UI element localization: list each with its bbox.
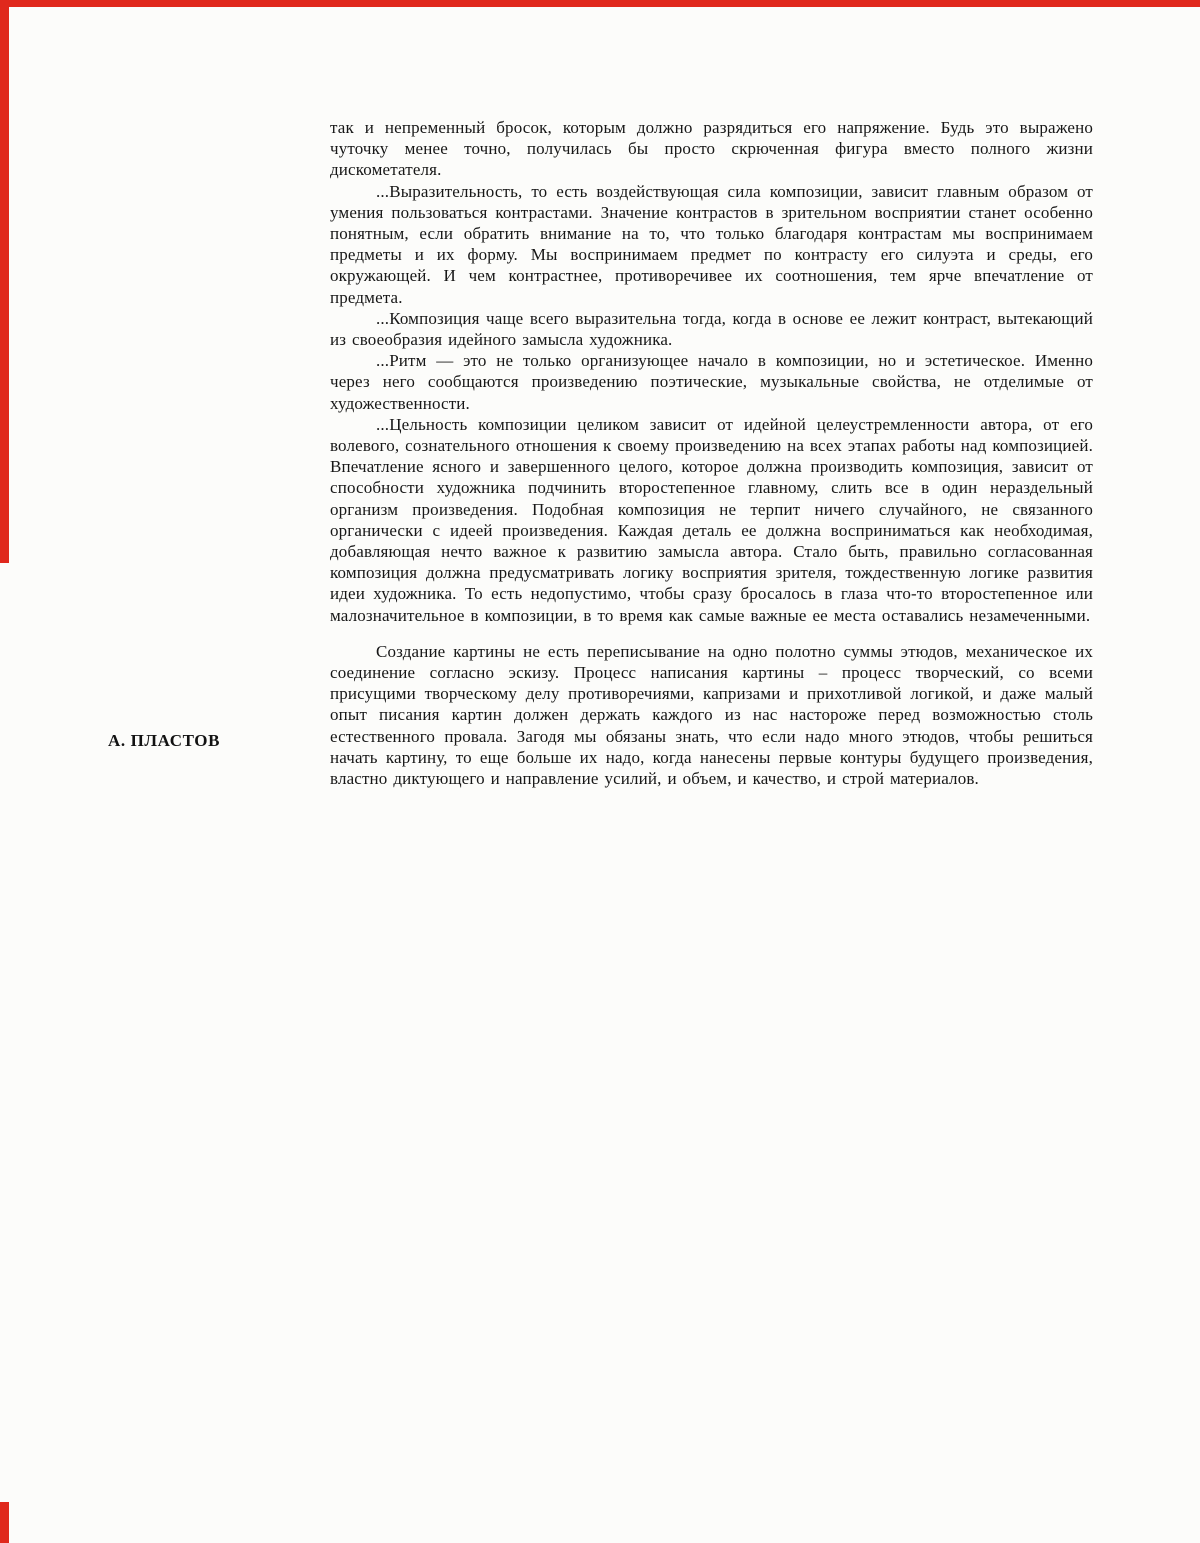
paragraph-integrity: ...Цельность композиции целиком зависит от идейной целеустремленности автора, от его волевого, сознательного отношения к своему произведению на всех этапах работы над композицией. Впечатление ясного и завершенного целого, которое должна производить композиция, зависит от способности художника подчинить второстепенное главному, слить все в один нераздельный организм произведения. Подобная композиция не терпит ничего случайного, не связанного органически с идеей произведения. Каждая деталь ее должна восприниматься как необходимая, добавляющая нечто важное к развитию замысла автора. Стало быть, правильно согласованная композиция должна предусматривать логику восприятия зрителя, тождественную логике развития идеи художника. То есть недопустимо, чтобы сразу бросалось в глаза что-то второстепенное или малозначительное в композиции, в то время как самые важные ее места оставались незамеченными. bbox=[330, 414, 1094, 625]
scan-edge-top bbox=[0, 0, 1200, 7]
paragraph-continuation: так и непременный бросок, которым должно разрядиться его напряжение. Будь это выражено чуточку менее точно, получилась бы просто скрюченная фигура вместо полного жизни дискометателя. bbox=[330, 118, 1093, 180]
scan-edge-bottom-left bbox=[0, 1502, 9, 1543]
paragraph-plastov: Создание картины не есть переписывание на одно полотно суммы этюдов, механическое их соединение согласно эскизу. Процесс написания картины – процесс творческий, со всеми присущими творческому делу противоречиями, капризами и прихотливой логикой, и даже малый опыт писания картин должен держать каждого из нас настороже перед возможностью столь естественного провала. Загодя мы обязаны знать, что если надо много этюдов, чтобы решиться начать картину, то еще больше их надо, когда нанесены первые контуры будущего произведения, властно диктующего и направление усилий, и объем, и качество, и строй материалов. bbox=[330, 641, 1093, 789]
paragraph-expressiveness: ...Выразительность, то есть воздействующая сила композиции, зависит главным образом от умения пользоваться контрастами. Значение контрастов в зрительном восприятии станет особенно понятным, если обратить внимание на то, что только благодаря контрастам мы воспринимаем предметы и их форму. Мы воспринимаем предмет по контрасту его силуэта и среды, его окружающей. И чем контрастнее, противоречивее их соотношения, тем ярче впечатление от предмета. bbox=[330, 181, 1093, 307]
paragraph-composition-contrast: ...Композиция чаще всего выразительна тогда, когда в основе ее лежит контраст, вытекающий из своеобразия идейного замысла художника. bbox=[330, 308, 1093, 350]
margin-author-label: А. ПЛАСТОВ bbox=[108, 731, 221, 750]
text-column bbox=[330, 117, 1093, 789]
scan-edge-left bbox=[0, 0, 9, 563]
paragraph-rhythm: ...Ритм — это не только организующее начало в композиции, но и эстетическое. Именно через него сообщаются произведению поэтические, музыкальные свойства, не отделимые от художественности. bbox=[330, 351, 1093, 413]
